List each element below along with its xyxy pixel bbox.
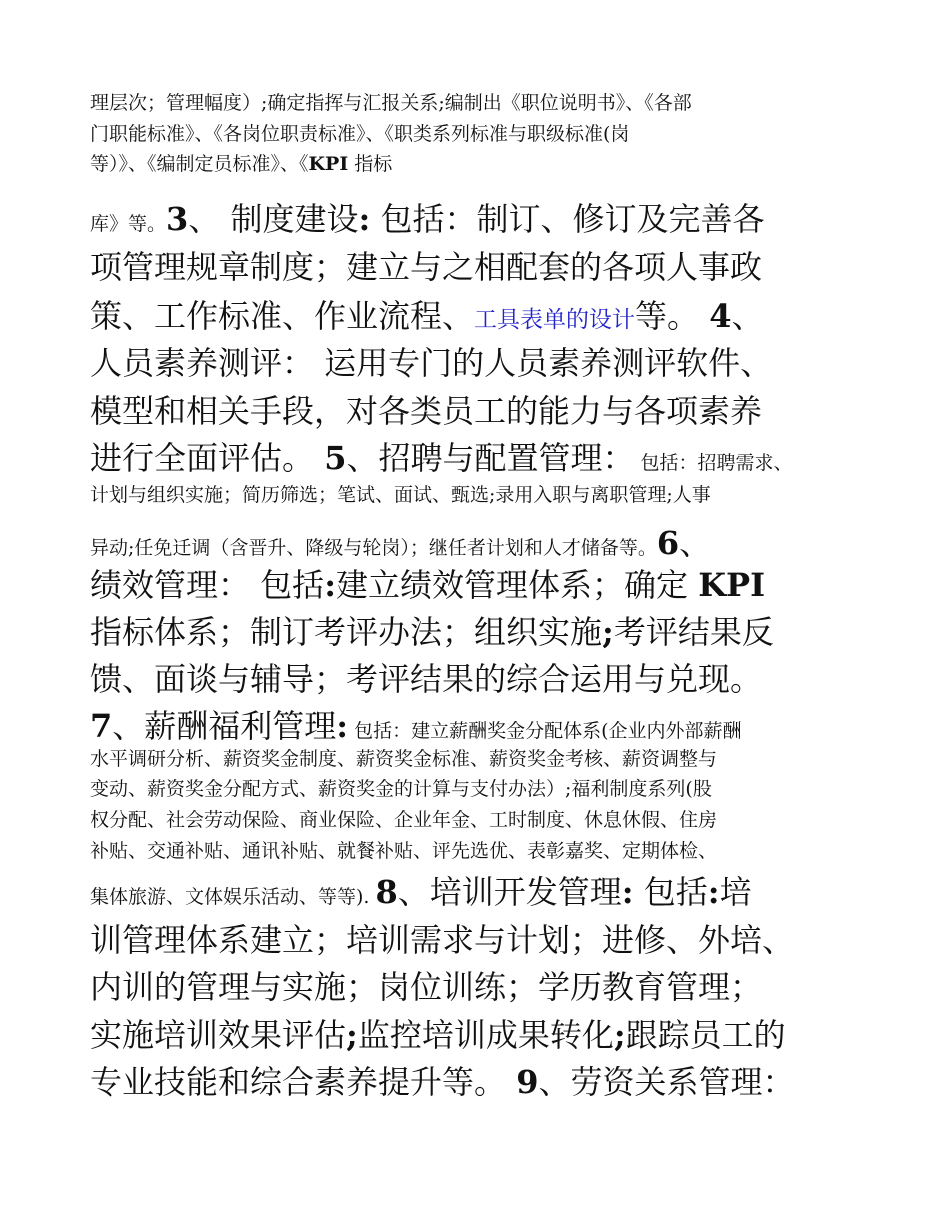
text-line-12: 绩效管理： 包括:建立绩效管理体系；确定 KPI bbox=[90, 566, 766, 604]
text-line-6: 策、工作标准、作业流程、工具表单的设计等。 4、 bbox=[90, 297, 764, 335]
text-line-16: 水平调研分析、薪资奖金制度、薪资奖金标准、薪资奖金考核、薪资调整与 bbox=[90, 748, 718, 770]
text-line-17: 变动、薪资奖金分配方式、薪资奖金的计算与支付办法）;福利制度系列(股 bbox=[90, 778, 712, 800]
text-line-5: 项管理规章制度；建立与之相配套的各项人事政 bbox=[90, 248, 763, 286]
text-line-21: 训管理体系建立；培训需求与计划；进修、外培、 bbox=[90, 921, 795, 959]
text-line-18: 权分配、社会劳动保险、商业保险、企业年金、工时制度、休息休假、住房 bbox=[90, 809, 718, 831]
text-line-14: 馈、面谈与辅导；考评结果的综合运用与兑现。 bbox=[90, 660, 763, 698]
text-line-19: 补贴、交通补贴、通讯补贴、就餐补贴、评先选优、表彰嘉奖、定期体检、 bbox=[90, 840, 718, 862]
text-line-24: 专业技能和综合素养提升等。 9、劳资关系管理： bbox=[90, 1063, 795, 1101]
text-line-23: 实施培训效果评估;监控培训成果转化;跟踪员工的 bbox=[90, 1016, 786, 1054]
text-line-8: 模型和相关手段，对各类员工的能力与各项素养 bbox=[90, 392, 763, 430]
text-line-2: 门职能标准》、《各岗位职责标准》、《职类系列标准与职级标准(岗 bbox=[90, 123, 630, 145]
text-line-15: 7、薪酬福利管理: 包括：建立薪酬奖金分配体系(企业内外部薪酬 bbox=[90, 707, 742, 745]
text-line-11: 异动;任免迁调（含晋升、降级与轮岗）；继任者计划和人才储备等。6、 bbox=[90, 524, 712, 562]
text-line-1: 理层次；管理幅度）;确定指挥与汇报关系;编制出《职位说明书》、《各部 bbox=[90, 92, 692, 114]
text-line-10: 计划与组织实施；简历筛选；笔试、面试、甄选;录用入职与离职管理;人事 bbox=[90, 484, 711, 506]
text-line-9: 进行全面评估。 5、招聘与配置管理： 包括：招聘需求、 bbox=[90, 439, 793, 477]
tool-form-design-link[interactable]: 工具表单的设计 bbox=[474, 307, 636, 333]
text-line-3: 等）》、《编制定员标准》、《KPI 指标 bbox=[90, 153, 393, 175]
text-line-20: 集体旅游、文体娱乐活动、等等). 8、培训开发管理: 包括:培 bbox=[90, 873, 752, 911]
text-line-13: 指标体系；制订考评办法；组织实施;考评结果反 bbox=[90, 613, 774, 651]
text-line-22: 内训的管理与实施；岗位训练；学历教育管理； bbox=[90, 968, 763, 1006]
text-line-7: 人员素养测评： 运用专门的人员素养测评软件、 bbox=[90, 344, 773, 382]
text-line-4: 库》等。3、 制度建设: 包括：制订、修订及完善各 bbox=[90, 200, 765, 238]
